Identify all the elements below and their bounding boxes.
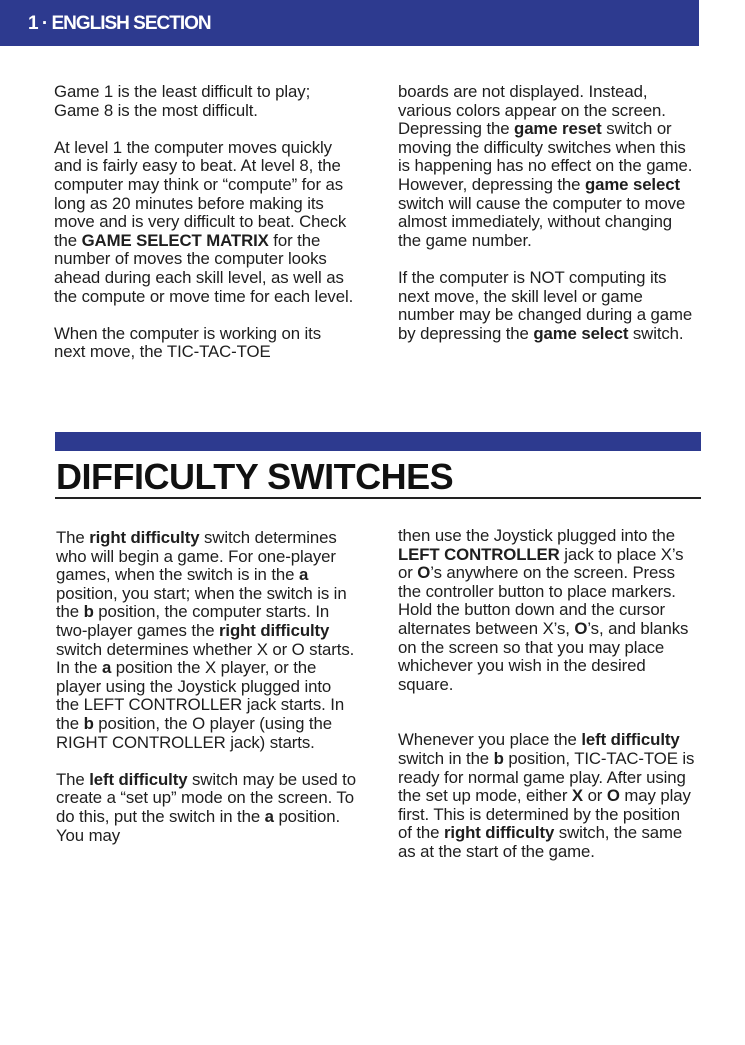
paragraph: then use the Joystick plugged into the LEFT CONTROLLER jack to place X’s or O’s anywhere on the screen. Press the controller button to place markers. Hold the button down and the cursor alternates between X’s, O’s, and blanks on the screen so that you may place whichever you wish in the desired square.: [398, 526, 689, 694]
header-bar: [0, 0, 699, 46]
bottom-left-column: [56, 529, 356, 845]
section-bar: [55, 432, 701, 451]
paragraph: When the computer is working on its next move, the TIC-TAC-TOE: [54, 323, 321, 362]
top-right-column: [398, 83, 698, 343]
paragraph: Game 1 is the least difficult to play; Game 8 is the most difficult.: [54, 82, 311, 120]
paragraph: At level 1 the computer moves quickly and is fairly easy to beat. At level 8, the computer may think or “compute” for as long as 20 minutes before making its move and is very difficult to beat. Check the GAME SELECT MATRIX for the number of moves the computer looks ahead during each skill level, as well as the compute or move time for each level.: [54, 137, 354, 306]
top-left-column: [54, 83, 354, 362]
paragraph: Whenever you place the left difficulty switch in the b position, TIC-TAC-TOE is ready for normal game play. After using the set up mode, either X or O may play first. This is determined by the position of the right difficulty switch, the same as at the start of the game.: [398, 730, 695, 861]
section-divider: [55, 497, 701, 499]
paragraph: If the computer is NOT computing its next move, the skill level or game number may be changed during a game by depressing the game select switch.: [398, 267, 693, 343]
section-label: 1 · ENGLISH SECTION: [28, 13, 211, 34]
paragraph: boards are not displayed. Instead, various colors appear on the screen. Depressing the game reset switch or moving the difficulty switches when this is happening has no effect on the game. However, depressing the game select switch will cause the computer to move almost immediately, without changing the game number.: [398, 82, 693, 250]
section-title: DIFFICULTY SWITCHES: [56, 456, 454, 497]
paragraph: The right difficulty switch determines who will begin a game. For one-player games, when the switch is in the a position, you start; when the switch is in the b position, the computer starts. In two-player games the right difficulty switch determines whether X or O starts. In the a position the X player, or the player using the Joystick plugged into the LEFT CONTROLLER jack starts. In the b position, the O player (using the RIGHT CONTROLLER jack) starts.: [56, 528, 355, 752]
paragraph: The left difficulty switch may be used to create a “set up” mode on the screen. To do this, put the switch in the a position. You may: [56, 769, 356, 845]
bottom-right-column: [398, 527, 698, 862]
